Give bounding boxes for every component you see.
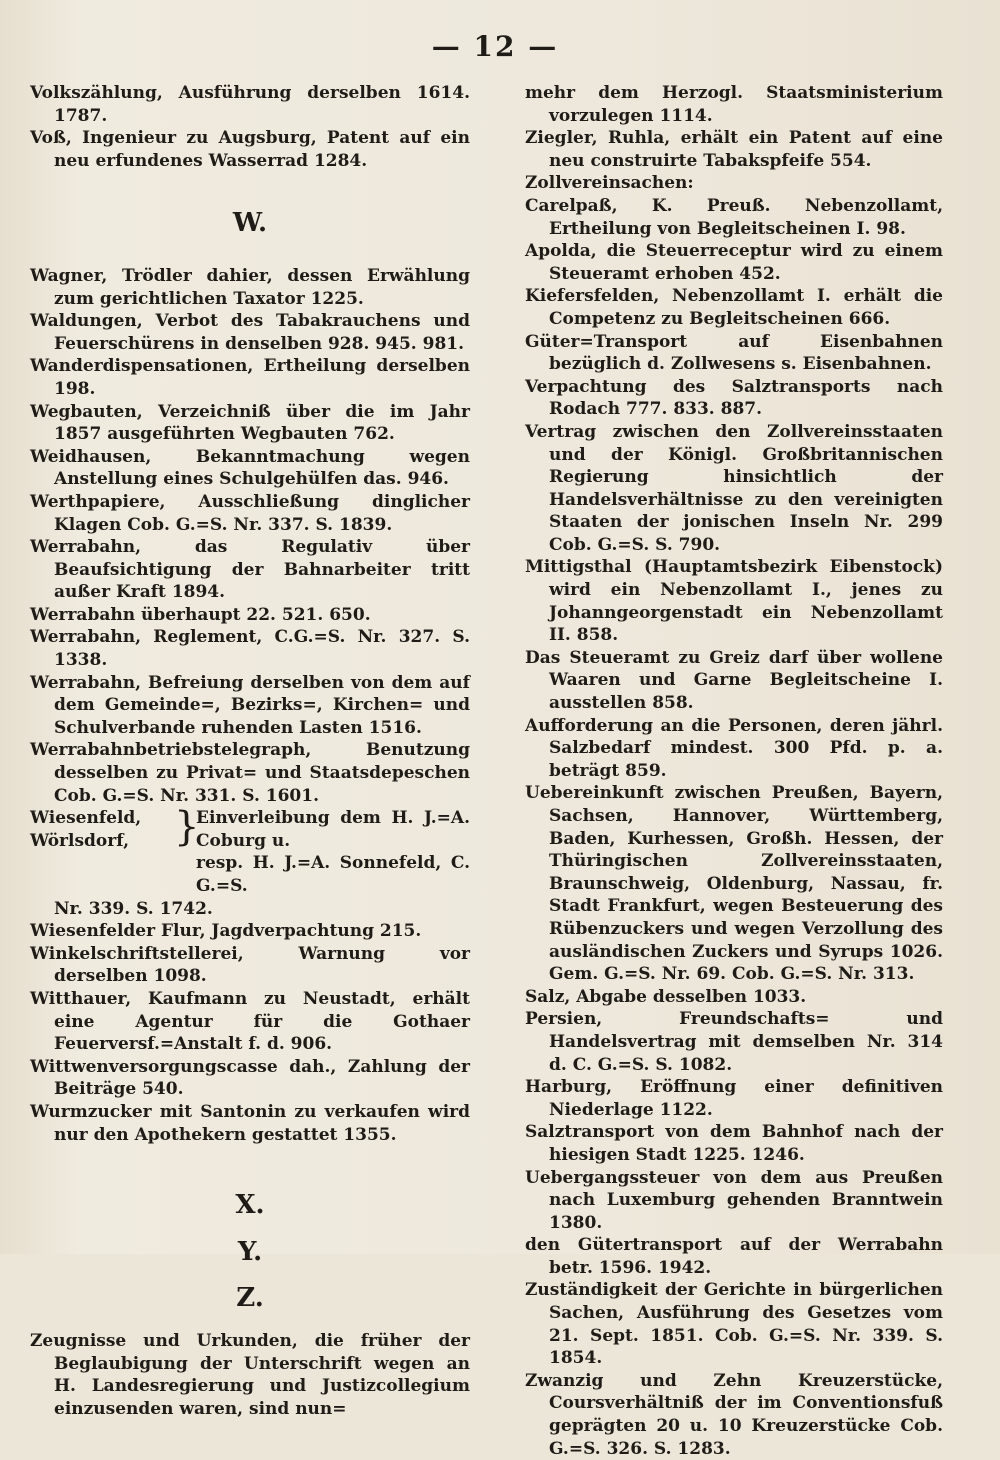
index-entry: Witthauer, Kaufmann zu Neustadt, erhält eine Agentur für die Gothaer Feuerversf.=Anstalt f. d. 906. <box>30 988 470 1055</box>
index-entry: Ziegler, Ruhla, erhält ein Patent auf eine neu construirte Tabakspfeife 554. <box>525 128 943 171</box>
index-entry: Werrabahn, Befreiung derselben von dem auf dem Gemeinde=, Bezirks=, Kirchen= und Schulverbande ruhenden Lasten 1516. <box>30 672 470 738</box>
bracketed-entry <box>30 804 470 897</box>
section-heading: Zollvereinsachen: <box>525 173 694 194</box>
bracket-line: Nr. 339. S. 1742. <box>54 898 213 919</box>
bracket-names <box>30 807 180 852</box>
index-entry: Uebereinkunft zwischen Preußen, Bayern, Sachsen, Hannover, Württemberg, Baden, Kurhessen, Großh. Hessen, der Thüringischen Zollvereinsstaaten, Braunschweig, Oldenburg, Nassau, fr. Stadt Frankfurt, wegen Besteuerung des Rübenzuckers und wegen Verzollung des ausländischen Zuckers und Syrups 1026. Gem. G.=S. Nr. 69. Cob. G.=S. Nr. 313. <box>525 783 943 985</box>
index-entry: Wurmzucker mit Santonin zu verkaufen wird nur den Apothekern gestattet 1355. <box>30 1101 470 1145</box>
index-entry: Uebergangssteuer von dem aus Preußen nach Luxemburg gehenden Branntwein 1380. <box>525 1167 943 1233</box>
index-entry: Werrabahn, Reglement, C.G.=S. Nr. 327. S. 1338. <box>30 627 470 671</box>
index-entry: Wanderdispensationen, Ertheilung derselben 198. <box>30 356 470 399</box>
bracket-line: Einverleibung dem H. J.=A. Coburg u. <box>196 808 470 851</box>
index-entry: Vertrag zwischen den Zollvereinsstaaten und der Königl. Großbritannischen Regierung hinsichtlich der Handelsverhältnisse zu den vereinigten Staaten der jonischen Inseln Nr. 299 Cob. G.=S. S. 790. <box>525 421 943 555</box>
left-column <box>30 82 470 1420</box>
section-letter-y: Y. <box>237 1236 263 1267</box>
index-entry: Wegbauten, Verzeichniß über die im Jahr 1857 ausgeführten Wegbauten 762. <box>30 401 470 445</box>
bracket-text <box>196 807 470 897</box>
index-entry: Zwanzig und Zehn Kreuzerstücke, Coursverhältniß der im Conventionsfuß geprägten 20 u. 10 Kreuzerstücke Cob. G.=S. 326. S. 1283. <box>525 1370 943 1459</box>
index-entry: Apolda, die Steuerreceptur wird zu einem Steueramt erhoben 452. <box>525 241 943 284</box>
index-entry: Aufforderung an die Personen, deren jährl. Salzbedarf mindest. 300 Pfd. p. a. beträgt 859. <box>525 715 943 781</box>
index-entry-continuation: mehr dem Herzogl. Staatsministerium vorzulegen 1114. <box>525 83 943 126</box>
index-entry: Mittigsthal (Hauptamtsbezirk Eibenstock) wird ein Nebenzollamt I., jenes zu Johanngeorgenstadt ein Nebenzollamt II. 858. <box>525 557 943 646</box>
index-entry: Wittwenversorgungscasse dah., Zahlung der Beiträge 540. <box>30 1056 470 1100</box>
index-entry: Salz, Abgabe desselben 1033. <box>525 986 807 1007</box>
index-entry: Güter=Transport auf Eisenbahnen bezüglich d. Zollwesens s. Eisenbahnen. <box>525 331 943 375</box>
page-number: — 12 — <box>431 30 559 63</box>
index-entry: Salztransport von dem Bahnhof nach der hiesigen Stadt 1225. 1246. <box>525 1122 943 1165</box>
index-entry: Werrabahn, das Regulativ über Beaufsichtigung der Bahnarbeiter tritt außer Kraft 1894. <box>30 537 470 603</box>
index-entry: Werthpapiere, Ausschließung dinglicher Klagen Cob. G.=S. Nr. 337. S. 1839. <box>30 491 470 535</box>
curly-bracket: } <box>174 804 200 851</box>
bracket-name: Wiesenfeld, <box>30 808 142 829</box>
index-entry: Wiesenfelder Flur, Jagdverpachtung 215. <box>30 921 422 942</box>
section-letter-x: X. <box>235 1190 265 1221</box>
index-entry: Werrabahnbetriebstelegraph, Benutzung desselben zu Privat= und Staatsdepeschen Cob. G.=S. Nr. 331. S. 1601. <box>30 740 470 806</box>
index-entry: Winkelschriftstellerei, Warnung vor derselben 1098. <box>30 943 470 987</box>
index-entry: Kiefersfelden, Nebenzollamt I. erhält die Competenz zu Begleitscheinen 666. <box>525 286 943 329</box>
index-entry: Weidhausen, Bekanntmachung wegen Anstellung eines Schulgehülfen das. 946. <box>30 446 470 490</box>
index-entry: Wagner, Trödler dahier, dessen Erwählung zum gerichtlichen Taxator 1225. <box>30 265 470 309</box>
index-entry: Volkszählung, Ausführung derselben 1614. 1787. <box>30 83 470 126</box>
right-column <box>525 82 943 1460</box>
bracket-name: Wörlsdorf, <box>30 830 130 851</box>
index-entry: Harburg, Eröffnung einer definitiven Niederlage 1122. <box>525 1077 943 1120</box>
section-letter-z: Z. <box>236 1283 264 1314</box>
index-entry: Persien, Freundschafts= und Handelsvertrag mit demselben Nr. 314 d. C. G.=S. S. 1082. <box>525 1009 943 1075</box>
index-entry: Voß, Ingenieur zu Augsburg, Patent auf ein neu erfundenes Wasserrad 1284. <box>30 128 470 171</box>
index-entry: Verpachtung des Salztransports nach Rodach 777. 833. 887. <box>525 376 943 420</box>
index-entry: Waldungen, Verbot des Tabakrauchens und Feuerschürens in denselben 928. 945. 981. <box>30 311 470 354</box>
index-entry: den Gütertransport auf der Werrabahn betr. 1596. 1942. <box>525 1235 943 1278</box>
index-entry: Zeugnisse und Urkunden, die früher der Beglaubigung der Unterschrift wegen an H. Landesregierung und Justizcollegium einzusenden waren, sind nun= <box>30 1330 470 1419</box>
bracket-line: resp. H. J.=A. Sonnefeld, C. G.=S. <box>196 853 470 896</box>
index-entry: Das Steueramt zu Greiz darf über wollene Waaren und Garne Begleitscheine I. ausstellen 858. <box>525 647 943 714</box>
section-letter-w: W. <box>232 208 268 239</box>
index-entry: Werrabahn überhaupt 22. 521. 650. <box>30 604 371 625</box>
index-entry: Zuständigkeit der Gerichte in bürgerlichen Sachen, Ausführung des Gesetzes vom 21. Sept. 1851. Cob. G.=S. Nr. 339. S. 1854. <box>525 1280 943 1369</box>
index-entry: Carelpaß, K. Preuß. Nebenzollamt, Ertheilung von Begleitscheinen I. 98. <box>525 195 943 239</box>
